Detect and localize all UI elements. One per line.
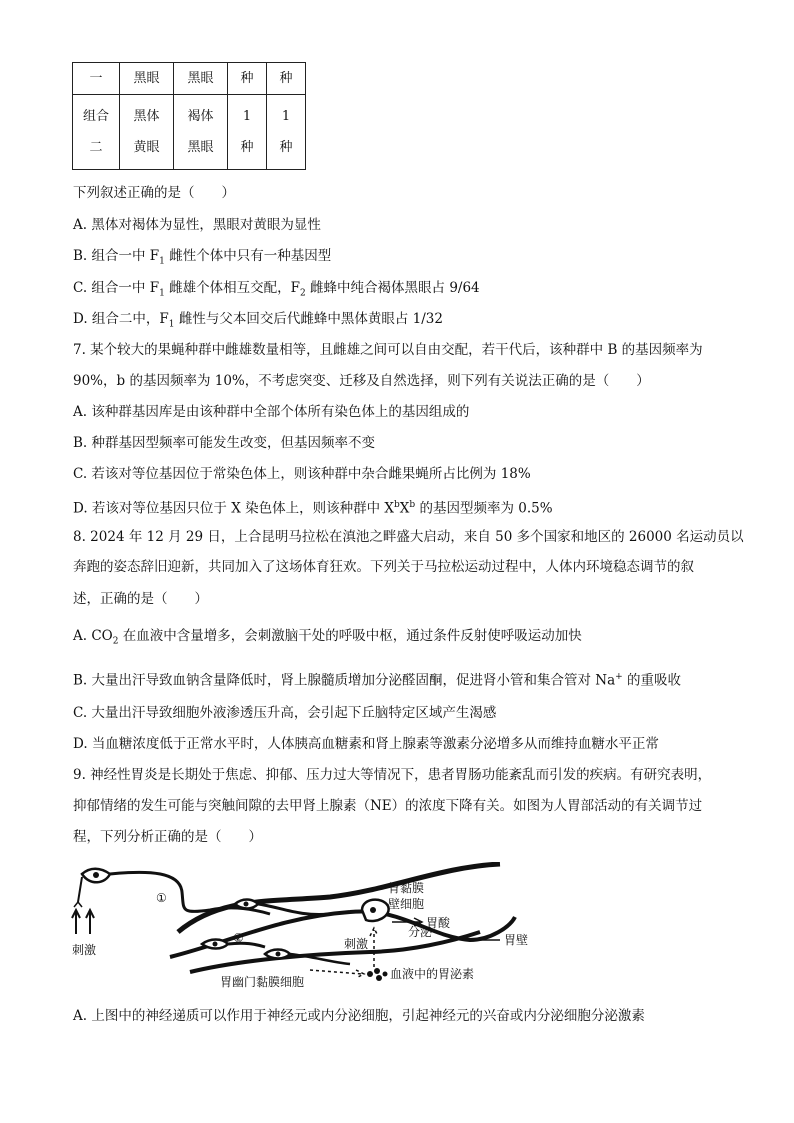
parietal-cell-label: 壁细胞 xyxy=(388,897,425,911)
stimulus-arrow-icon xyxy=(86,910,94,934)
table-cell xyxy=(228,95,267,170)
table-cell xyxy=(120,95,174,170)
cell-line: 组合 xyxy=(82,109,109,124)
secretion-label: 分泌 xyxy=(408,925,433,939)
q9-option-a: A. 上图中的神经递质可以作用于神经元或内分泌细胞，引起神经元的兴奋或内分泌细胞分泌激素 xyxy=(73,1008,645,1024)
q7-option-a: A. 该种群基因库是由该种群中全部个体所有染色体上的基因组成的 xyxy=(73,404,470,420)
parietal-cell-nucleus xyxy=(370,907,376,913)
q7-option-d: D. 若该对等位基因只位于 X 染色体上，则该种群中 $X^bX^b$ 的基因型频率为 0.5% xyxy=(73,500,553,517)
table-cell xyxy=(174,95,228,170)
q7-line1: 7. 某个较大的果蝇种群中雌雄数量相等，且雌雄之间可以自由交配，若干代后，该种群中 B 的基因频率为 xyxy=(73,342,703,358)
q8-line3: 述，正确的是（ ） xyxy=(73,591,208,607)
table-cell: 黑眼 xyxy=(174,63,228,95)
cell-nucleus xyxy=(276,952,281,957)
q7-option-c: C. 若该对等位基因位于常染色体上，则该种群中杂合雌果蝇所占比例为 18% xyxy=(73,466,531,482)
cell-line: 黑体 xyxy=(133,109,160,124)
q9-line2: 抑郁情绪的发生可能与突触间隙的去甲肾上腺素（NE）的浓度下降有关。如图为人胃部活动的有关调节过 xyxy=(73,798,703,814)
q8-option-b: B. 大量出汗导致血钠含量降低时，肾上腺髓质增加分泌醛固酮，促进肾小管和集合管对 Na+ 的重吸收 xyxy=(73,672,681,689)
table-row xyxy=(73,63,306,95)
gastric-acid-label: 胃酸 xyxy=(426,916,451,930)
stomach-wall-label: 胃壁 xyxy=(504,933,529,947)
q9-line1: 9. 神经性胃炎是长期处于焦虑、抑郁、压力过大等情况下，患者胃肠功能紊乱而引发的疾病。有研究表明， xyxy=(73,767,712,783)
stimulus-label: 刺激 xyxy=(72,943,97,957)
table-cell: 黑眼 xyxy=(120,63,174,95)
table-cell xyxy=(73,95,120,170)
cell-line: 褐体 xyxy=(187,109,214,124)
gastrin-stimulus-arrow-icon xyxy=(370,928,378,967)
q6-option-d: D. 组合二中，$F_1$ 雌性与父本回交后代雌蜂中黑体黄眼占 1/32 xyxy=(73,311,443,330)
table-cell: 种 xyxy=(267,63,306,95)
cross-results-table xyxy=(72,62,306,170)
neuron-nucleus xyxy=(244,902,249,907)
cell-line: 1 xyxy=(281,109,291,124)
gastrin-granule xyxy=(367,971,373,977)
q8-option-c: C. 大量出汗导致细胞外液渗透压升高，会引起下丘脑特定区域产生渴感 xyxy=(73,705,497,721)
q8-option-d: D. 当血糖浓度低于正常水平时，人体胰高血糖素和肾上腺素等激素分泌增多从而维持血糖水平正常 xyxy=(73,736,659,752)
q8-line1: 8. 2024 年 12 月 29 日，上合昆明马拉松在滇池之畔盛大启动，来自 50 多个国家和地区的 26000 名运动员以 xyxy=(73,529,744,545)
stimulus-label: 刺激 xyxy=(344,937,369,951)
q9-line3: 程，下列分析正确的是（ ） xyxy=(73,829,262,845)
cell-line: 黑眼 xyxy=(187,140,214,155)
table-cell: 一 xyxy=(73,63,120,95)
parietal-cell-label: 胃黏膜 xyxy=(388,881,425,895)
gastrin-granule xyxy=(383,972,388,977)
neuron-nucleus xyxy=(93,872,99,878)
q6-option-c: C. 组合一中 $F_1$ 雌雄个体相互交配，$F_2$ 雌蜂中纯合褐体黑眼占 9/64 xyxy=(73,280,480,299)
q7-line2: 90%，b 的基因频率为 10%，不考虑突变、迁移及自然选择，则下列有关说法正确的是（ ） xyxy=(73,373,650,389)
label-1: ① xyxy=(156,891,167,905)
table-cell: 种 xyxy=(228,63,267,95)
gastrin-granule xyxy=(374,968,380,974)
dendrite-branch xyxy=(74,902,82,907)
table-cell xyxy=(267,95,306,170)
q6-option-a: A. 黑体对褐体为显性，黑眼对黄眼为显性 xyxy=(73,217,321,233)
q7-option-b: B. 种群基因型频率可能发生改变，但基因频率不变 xyxy=(73,435,376,451)
dendrite xyxy=(78,877,82,902)
g-cell-label: 胃幽门黏膜细胞 xyxy=(220,975,305,989)
cell-line: 种 xyxy=(240,140,254,155)
cell-line: 1 xyxy=(242,109,252,124)
gastrin-label: 血液中的胃泌素 xyxy=(390,967,475,981)
cell-line: 二 xyxy=(89,140,103,155)
gastric-regulation-diagram xyxy=(70,862,570,997)
cell-line: 种 xyxy=(279,140,293,155)
stomach-wall-band-middle xyxy=(170,911,515,957)
stomach-wall-band-upper xyxy=(178,864,500,932)
q6-option-b: B. 组合一中 $F_1$ 雌性个体中只有一种基因型 xyxy=(73,248,332,267)
q6-stem: 下列叙述正确的是（ ） xyxy=(73,185,235,201)
stimulus-arrow-icon xyxy=(72,910,80,934)
gastrin-granule xyxy=(376,975,382,981)
q8-line2: 奔跑的姿态辞旧迎新，共同加入了这场体育狂欢。下列关于马拉松运动过程中，人体内环境稳态调节的叙 xyxy=(73,559,694,575)
label-2: ② xyxy=(233,931,244,945)
cell-line: 黄眼 xyxy=(133,140,160,155)
table-row xyxy=(73,95,306,170)
gastrin-release-arrow-icon xyxy=(310,970,364,978)
neuron-nucleus xyxy=(213,942,218,947)
q8-option-a: A. $CO_2$ 在血液中含量增多，会刺激脑干处的呼吸中枢，通过条件反射使呼吸运动加快 xyxy=(73,628,582,647)
